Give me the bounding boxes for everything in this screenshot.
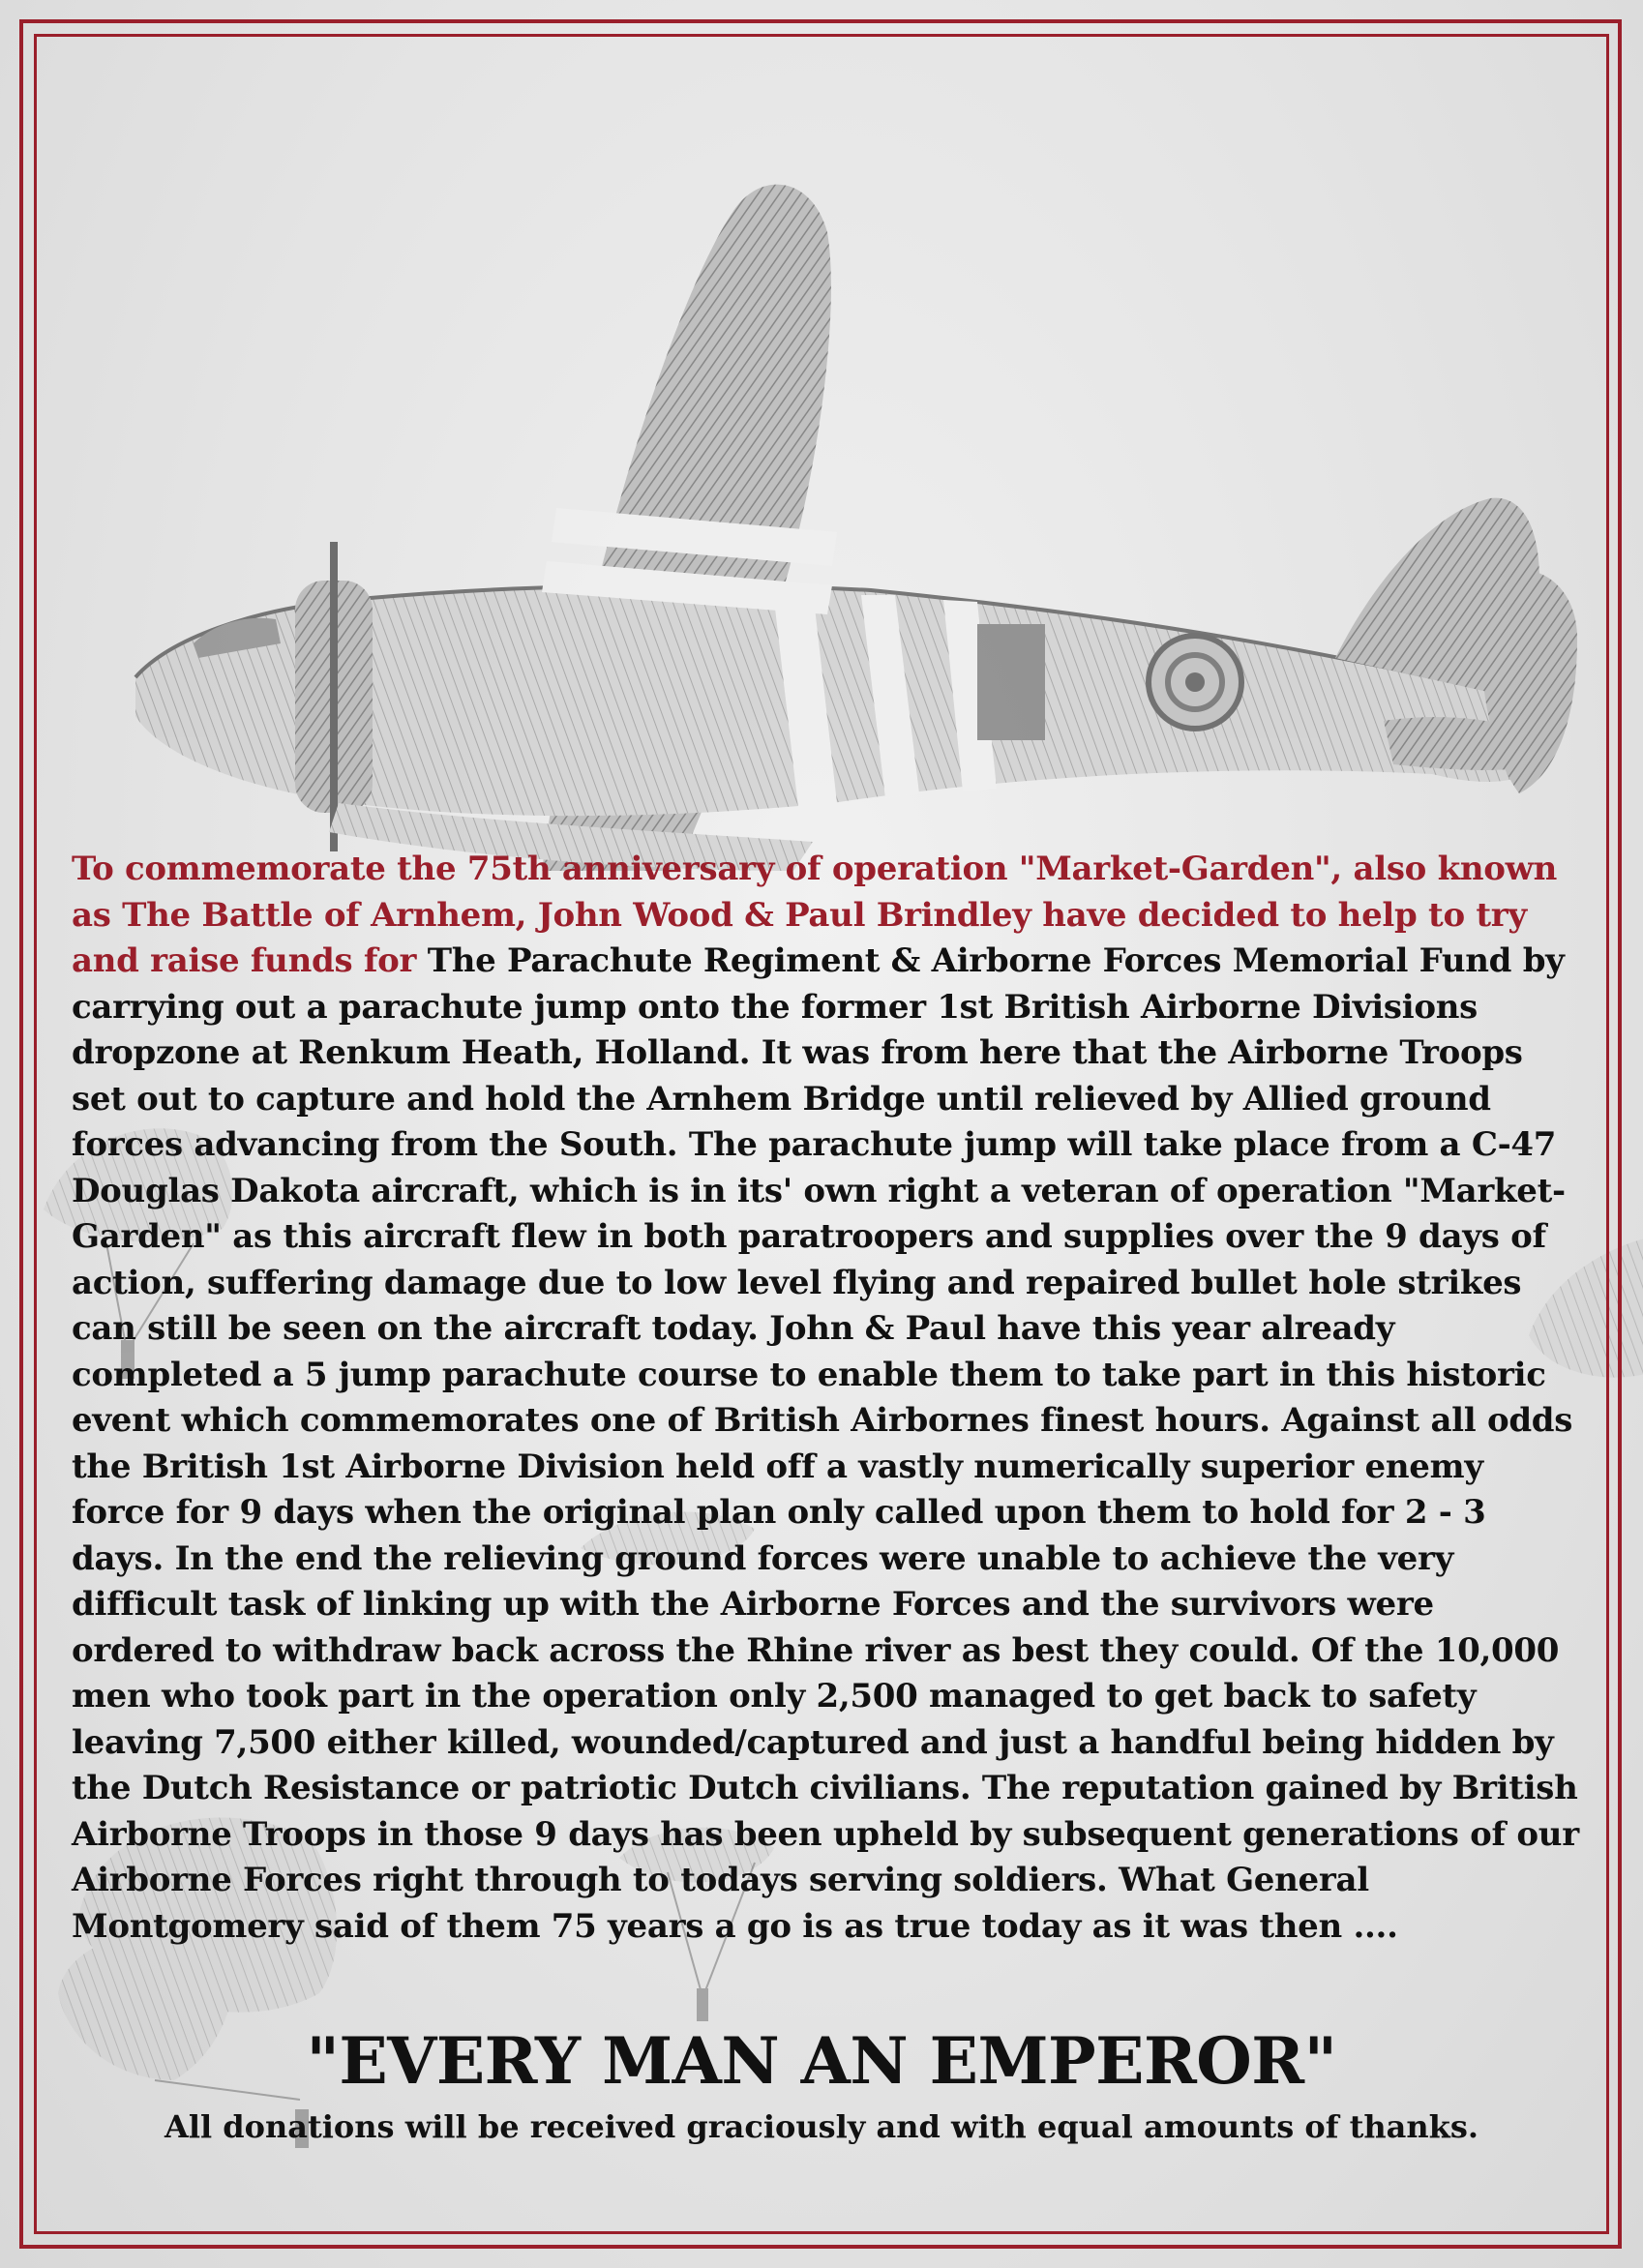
slogan-heading: "EVERY MAN AN EMPEROR": [306, 2023, 1337, 2099]
appeal-body-text: [72, 847, 1581, 1950]
fund-name: The Parachute Regiment & Airborne Forces Memorial Fund: [427, 941, 1512, 980]
donations-thanks-text: All donations will be received graciously and with equal amounts of thanks.: [164, 2108, 1479, 2145]
intro-text: To commemorate the 75th anniversary of operation "Market-Garden", also known as The Battle of Arnhem, John Wood & Paul Brindley have decided to help to try and raise funds for: [72, 850, 1558, 980]
appeal-details-text: by carrying out a parachute jump onto the former 1st British Airborne Divisions dropzone at Renkum Heath, Holland. It was from here that the Airborne Troops set out to capture and hold the Arnhem Bridge until relieved by Allied ground forces advancing from the South. The parachute jump will take place from a C-47 Douglas Dakota aircraft, which is in its' own right a veteran of operation "Market-Garden" as this aircraft flew in both paratroopers and supplies over the 9 days of action, suffering damage due to low level flying and repaired bullet hole strikes can still be seen on the aircraft today. John & Paul have this year already completed a 5 jump parachute course to enable them to take part in this historic event which commemorates one of British Airbornes finest hours. Against all odds the British 1st Airborne Division held off a vastly numerically superior enemy force for 9 days when the original plan only called upon them to hold for 2 - 3 days. In the end the relieving ground forces were unable to achieve the very difficult task of linking up with the Airborne Forces and the survivors were ordered to withdraw back across the Rhine river as best they could. Of the 10,000 men who took part in the operation only 2,500 managed to get back to safety leaving 7,500 either killed, wounded/captured and just a handful being hidden by the Dutch Resistance or patriotic Dutch civilians. The reputation gained by British Airborne Troops in those 9 days has been upheld by subsequent generations of our Airborne Forces right through to todays serving soldiers. What General Montgomery said of them 75 years a go is as true today as it was then ....: [72, 941, 1579, 1946]
